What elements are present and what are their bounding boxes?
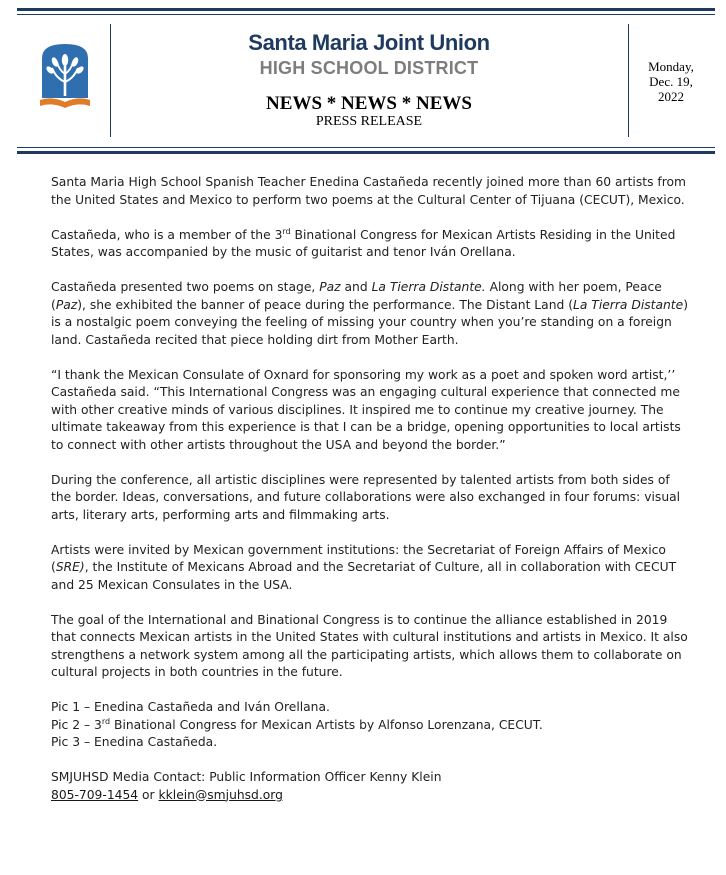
p2-text-b: Binational Congress for Mexican Artists Residing in the United States, was accompanied by the music of guitarist and tenor Iván Orellana.	[51, 227, 676, 259]
date-line-1: Monday,	[648, 59, 694, 74]
p3-text-c: Along with her poem, Peace (	[51, 280, 662, 312]
p3-text-b: and	[340, 280, 372, 294]
phone-link[interactable]: 805-709-1454	[51, 787, 139, 802]
tree-book-logo-icon	[38, 40, 92, 110]
p6-text-b: , the Institute of Mexicans Abroad and the Secretariat of Culture, all in collaboration with CECUT and 25 Mexican Consulates in the USA.	[51, 560, 677, 592]
paragraph-7: The goal of the International and Binational Congress is to continue the alliance established in 2019 that connects Mexican artists in the United States with cultural institutions and artists in Mexico. It also strengthens a network system among all the participating artists, which allows them to collaborate on cultural projects in both countries in the future.	[51, 612, 688, 679]
contact-line	[51, 787, 691, 805]
p3-text-e: ) is a nostalgic poem conveying the feeling of missing your country when you’re standing on a foreign land. Castañeda recited that piece holding dirt from Mother Earth.	[51, 297, 689, 347]
p3-title-paz: Paz	[319, 280, 341, 294]
header-bottom-rule-thin	[17, 147, 715, 148]
p2-superscript: rd	[282, 226, 291, 236]
media-contact: SMJUHSD Media Contact: Public Information Officer Kenny Klein	[51, 770, 442, 784]
contact-or: or	[138, 787, 159, 802]
p3-title-tierra: La Tierra Distante.	[371, 280, 486, 294]
header-bottom-rule	[17, 151, 715, 154]
p3-title-tierra-2: La Tierra Distante	[573, 297, 684, 312]
district-name: Santa Maria Joint Union	[248, 30, 490, 55]
press-release-body	[51, 174, 691, 804]
paragraph-4: “I thank the Mexican Consulate of Oxnard for sponsoring my work as a poet and spoken word artist,’’ Castañeda said. “This International Congress was an engaging cultural experience that connected me with other creative minds of various disciplines. It inspired me to continue my creative journey. The ultimate takeaway from this experience is that I can be a bridge, opening opportunities to local artists to connect with other artists throughout the USA and beyond the border.”	[51, 367, 681, 452]
paragraph-6	[51, 542, 691, 595]
p3-text-a: Castañeda presented two poems on stage,	[51, 280, 320, 294]
pic2-text-a: Pic 2 – 3	[51, 717, 102, 732]
email-link[interactable]: kklein@smjuhsd.org	[158, 787, 283, 802]
district-subtitle: HIGH SCHOOL DISTRICT	[259, 58, 479, 78]
news-banner: NEWS * NEWS * NEWS	[266, 93, 472, 114]
pic-caption-1: Pic 1 – Enedina Castañeda and Iván Orellana.	[51, 700, 330, 714]
press-release-label: PRESS RELEASE	[315, 114, 423, 129]
header-top-rule-thin	[17, 14, 715, 15]
header-top-rule	[17, 8, 715, 11]
pic-caption-2	[51, 717, 691, 735]
header-divider-right	[628, 24, 629, 137]
paragraph-3	[51, 279, 691, 349]
date-line-2: Dec. 19,	[649, 74, 693, 89]
p6-sre: SRE)	[55, 560, 85, 574]
p2-text-a: Castañeda, who is a member of the 3	[51, 227, 283, 242]
p3-text-d: ), she exhibited the banner of peace during the performance. The Distant Land (	[77, 297, 574, 312]
district-logo	[38, 40, 92, 110]
paragraph-2	[51, 227, 691, 262]
paragraph-1: Santa Maria High School Spanish Teacher Enedina Castañeda recently joined more than 60 artists from the United States and Mexico to perform two poems at the Cultural Center of Tijuana (CECUT), Mexico.	[51, 175, 687, 207]
paragraph-5: During the conference, all artistic disciplines were represented by talented artists from both sides of the border. Ideas, conversations, and future collaborations were also exchanged in four forums: visual arts, literary arts, performing arts and filmmaking arts.	[51, 472, 681, 522]
p6-text-a: Artists were invited by Mexican government institutions: the Secretariat of Foreign Affairs of Mexico (	[51, 542, 666, 574]
pic2-superscript: rd	[101, 716, 111, 726]
date-line-3: 2022	[658, 89, 684, 104]
p3-title-paz-2: Paz	[55, 297, 78, 312]
pic2-text-b: Binational Congress for Mexican Artists by Alfonso Lorenzana, CECUT.	[110, 717, 543, 732]
pic-caption-3: Pic 3 – Enedina Castañeda.	[51, 735, 218, 749]
